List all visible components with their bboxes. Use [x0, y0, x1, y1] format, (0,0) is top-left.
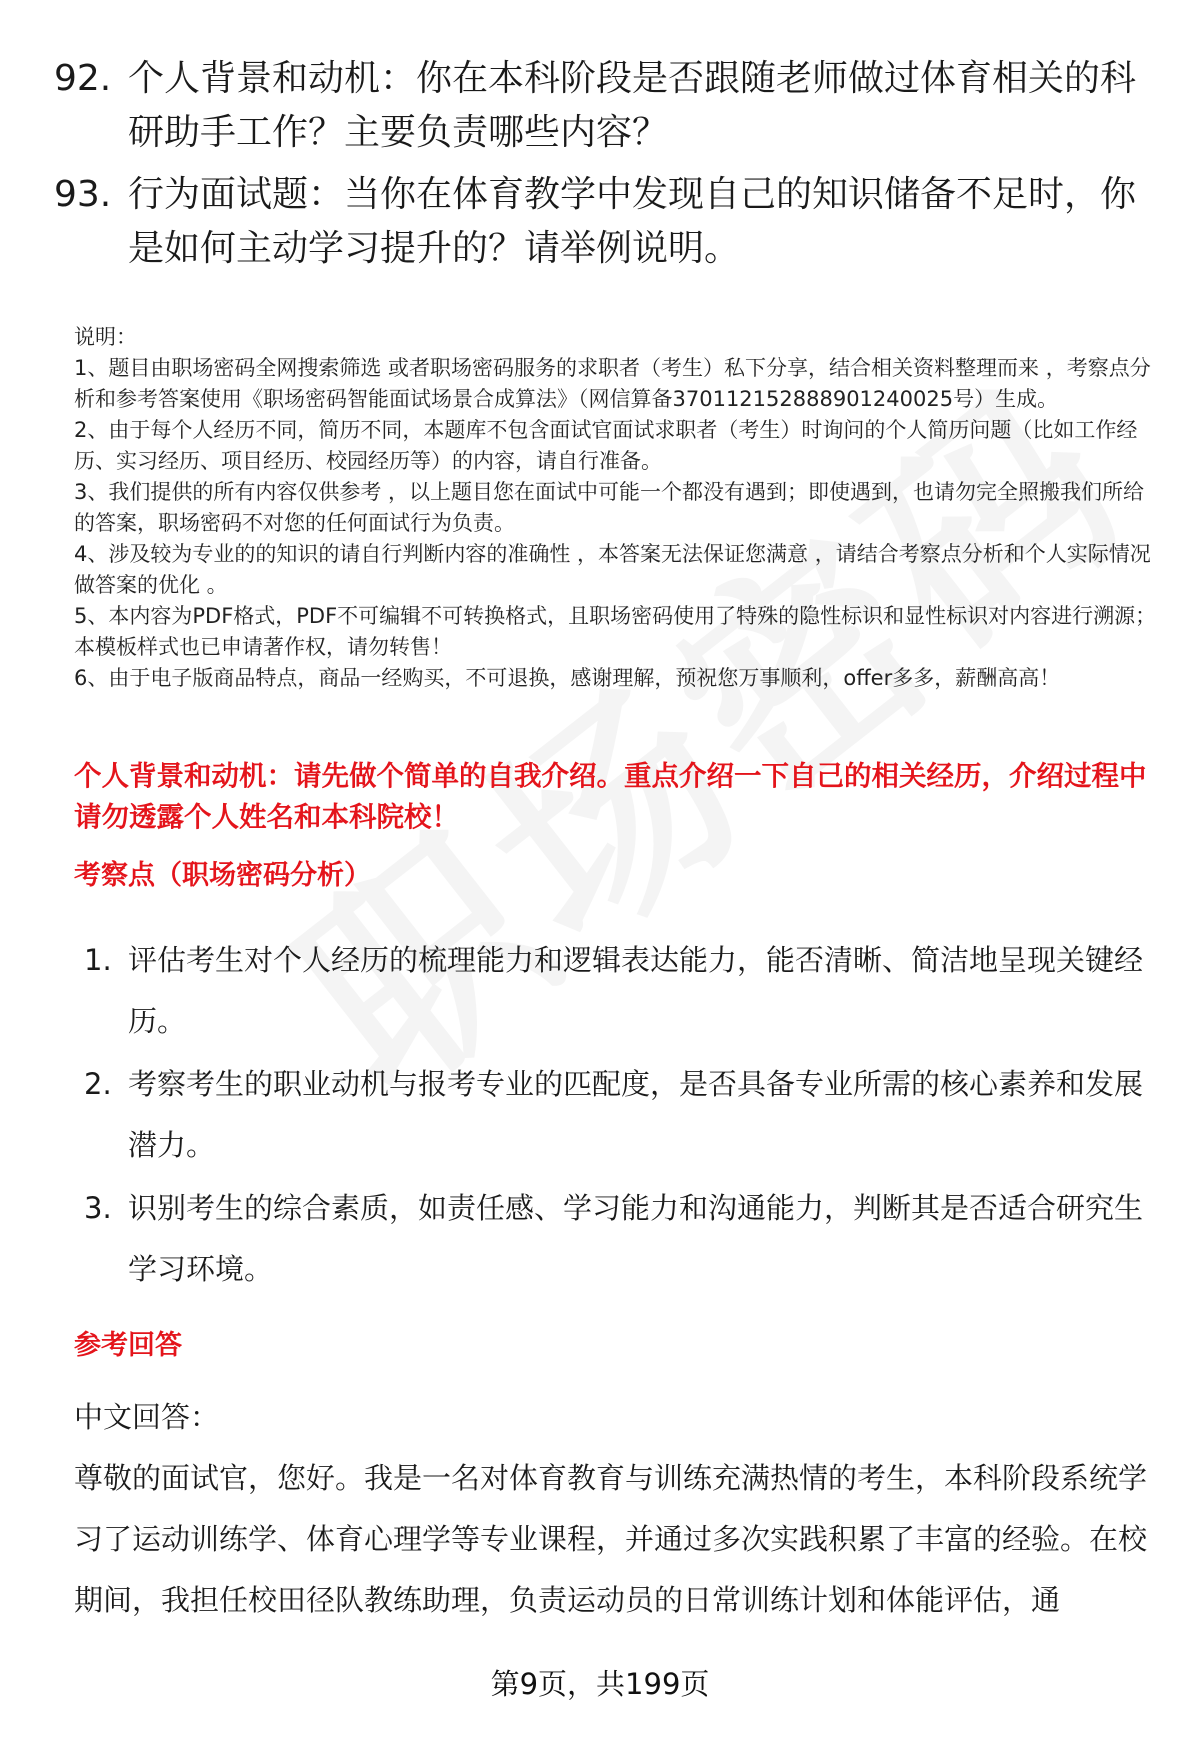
page-footer: 第9页，共199页	[490, 1667, 710, 1701]
notes-title: 说明：	[74, 325, 137, 349]
notes-item: 5、本内容为PDF格式，PDF不可编辑不可转换格式，且职场密码使用了特殊的隐性标识和显性标识对内容进行溯源；本模板样式也已申请著作权，请勿转售！	[74, 604, 1157, 659]
notes-item: 3、我们提供的所有内容仅供参考 ，以上题目您在面试中可能一个都没有遇到；即使遇到，也请勿完全照搬我们所给的答案，职场密码不对您的任何面试行为负责。	[74, 480, 1145, 535]
answer-text: 尊敬的面试官，您好。我是一名对体育教育与训练充满热情的考生，本科阶段系统学习了运动训练学、体育心理学等专业课程，并通过多次实践积累了丰富的经验。在校期间，我担任校田径队教练助理，负责运动员的日常训练计划和体能评估，通	[74, 1461, 1148, 1617]
answer-heading: 参考回答	[74, 1330, 182, 1361]
analysis-point	[74, 1054, 1154, 1176]
point-text: 评估考生对个人经历的梳理能力和逻辑表达能力，能否清晰、简洁地呈现关键经历。	[128, 943, 1144, 1038]
notes-block	[74, 322, 1160, 694]
point-text: 考察考生的职业动机与报考专业的匹配度，是否具备专业所需的核心素养和发展潜力。	[128, 1067, 1144, 1162]
point-number: 2.	[84, 1067, 112, 1101]
question-text: 行为面试题：当你在体育教学中发现自己的知识储备不足时，你是如何主动学习提升的？请举例说明。	[128, 174, 1137, 269]
point-number: 1.	[84, 943, 112, 977]
analysis-points-list	[74, 930, 1154, 1302]
question-text: 个人背景和动机：你在本科阶段是否跟随老师做过体育相关的科研助手工作？主要负责哪些内容？	[128, 58, 1137, 153]
question-item-92	[54, 52, 1144, 160]
question-item-93	[54, 168, 1144, 276]
notes-item: 2、由于每个人经历不同，简历不同，本题库不包含面试官面试求职者（考生）时询问的个人简历问题（比如工作经历、实习经历、项目经历、校园经历等）的内容，请自行准备。	[74, 418, 1138, 473]
notes-item: 1、题目由职场密码全网搜索筛选 或者职场密码服务的求职者（考生）私下分享，结合相关资料整理而来 ，考察点分析和参考答案使用《职场密码智能面试场景合成算法》（网信算备370112152888901240025号）生成。	[74, 356, 1151, 411]
notes-item: 6、由于电子版商品特点，商品一经购买，不可退换，感谢理解，预祝您万事顺利，offer多多，薪酬高高！	[74, 666, 1061, 690]
answer-label: 中文回答：	[74, 1400, 220, 1434]
analysis-point	[74, 1178, 1154, 1300]
point-text: 识别考生的综合素质，如责任感、学习能力和沟通能力，判断其是否适合研究生学习环境。	[128, 1191, 1144, 1286]
analysis-heading: 考察点（职场密码分析）	[74, 860, 371, 891]
analysis-point	[74, 930, 1154, 1052]
question-number: 93.	[54, 174, 112, 215]
answer-block	[74, 1387, 1160, 1631]
notes-item: 4、涉及较为专业的的知识的请自行判断内容的准确性 ，本答案无法保证您满意 ，请结合考察点分析和个人实际情况做答案的优化 。	[74, 542, 1151, 597]
point-number: 3.	[84, 1191, 112, 1225]
question-number: 92.	[54, 58, 112, 99]
current-question-heading: 个人背景和动机：请先做个简单的自我介绍。重点介绍一下自己的相关经历，介绍过程中请勿透露个人姓名和本科院校！	[74, 760, 1147, 833]
